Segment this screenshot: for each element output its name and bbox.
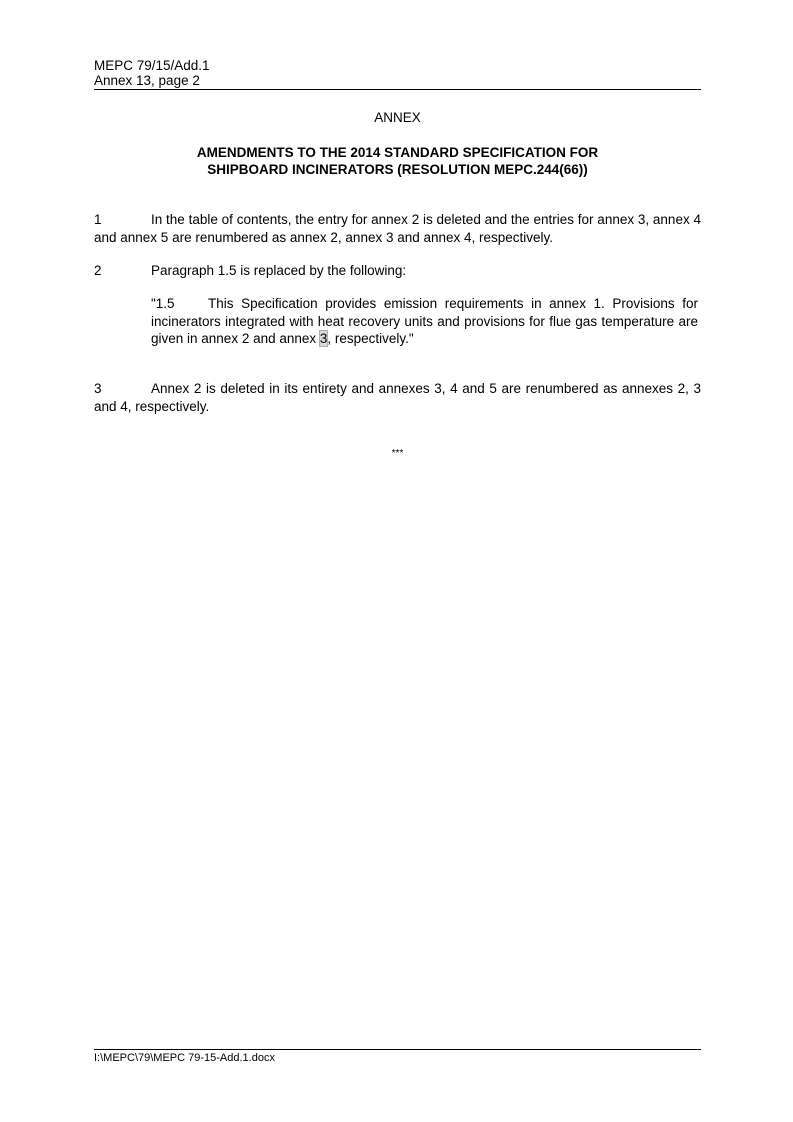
paragraph-text: In the table of contents, the entry for annex 2 is deleted and the entries for annex 3, annex 4 and annex 5 are renumbered as annex 2, annex 3 and annex 4, respectively. xyxy=(94,212,701,245)
page-footer xyxy=(94,1049,701,1065)
paragraph-number: 1 xyxy=(94,212,102,227)
paragraph-number: 2 xyxy=(94,263,102,278)
paragraph-1 xyxy=(94,211,701,246)
paragraph-3 xyxy=(94,380,701,415)
paragraph-number: 3 xyxy=(94,381,102,396)
paragraph-text: Annex 2 is deleted in its entirety and annexes 3, 4 and 5 are renumbered as annexes 2, 3 and 4, respectively. xyxy=(94,381,701,414)
page-reference: Annex 13, page 2 xyxy=(94,73,200,88)
document-reference: MEPC 79/15/Add.1 xyxy=(94,58,210,73)
highlighted-text: 3 xyxy=(319,331,328,346)
end-separator: *** xyxy=(391,448,404,459)
page-header xyxy=(94,58,701,90)
file-path: I:\MEPC\79\MEPC 79-15-Add.1.docx xyxy=(94,1052,275,1064)
quoted-paragraph-1-5 xyxy=(151,295,698,348)
annex-label: ANNEX xyxy=(374,110,421,125)
title-line-2: SHIPBOARD INCINERATORS (RESOLUTION MEPC.244(66)) xyxy=(207,162,588,177)
paragraph-2 xyxy=(94,262,701,280)
paragraph-text: Paragraph 1.5 is replaced by the following: xyxy=(151,263,407,278)
quoted-text-after: , respectively." xyxy=(327,331,414,346)
quoted-paragraph-number: "1.5 xyxy=(151,296,175,311)
document-title xyxy=(94,144,701,178)
quoted-text-before: This Specification provides emission requirements in annex 1. Provisions for incinerators integrated with heat recovery units and provisions for flue gas temperature are given in annex 2 and annex xyxy=(151,296,698,346)
title-line-1: AMENDMENTS TO THE 2014 STANDARD SPECIFICATION FOR xyxy=(196,145,599,160)
